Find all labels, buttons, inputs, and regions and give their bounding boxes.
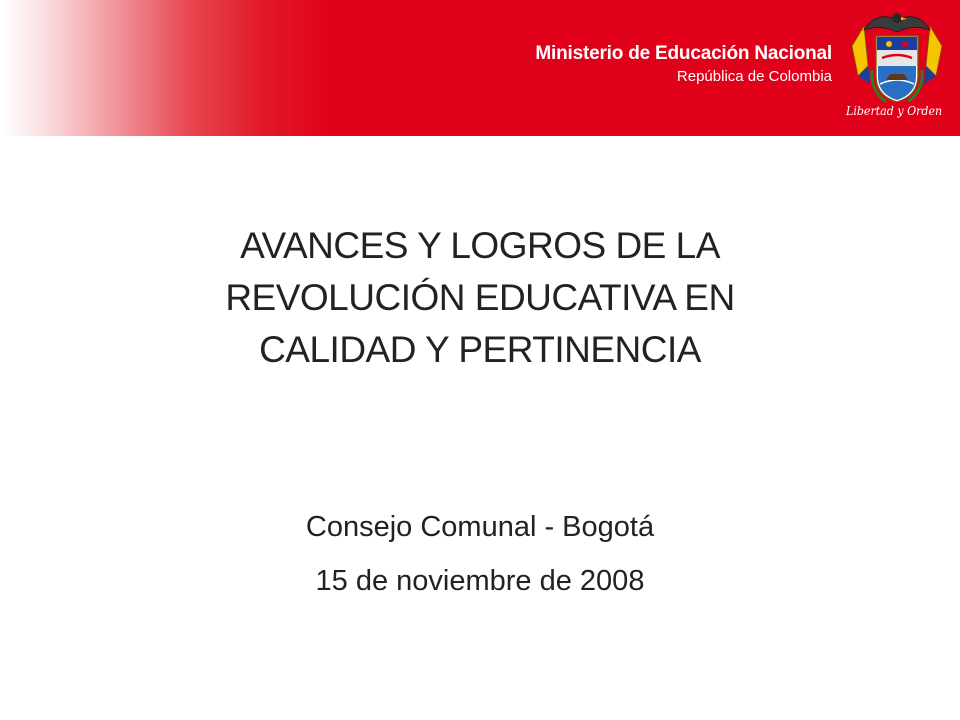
header-banner	[0, 0, 960, 136]
motto-text: Libertad y Orden	[846, 104, 943, 118]
ministry-subtitle: República de Colombia	[676, 68, 832, 85]
title-line: CALIDAD Y PERTINENCIA	[259, 329, 701, 370]
slide-subtitle	[120, 500, 840, 608]
event-name: Consejo Comunal - Bogotá	[305, 511, 655, 543]
slide-title	[120, 220, 840, 376]
ministry-name: Ministerio de Educación Nacional	[535, 43, 832, 64]
title-line: AVANCES Y LOGROS DE LA	[240, 225, 720, 266]
ministry-block	[535, 42, 832, 88]
event-date: 15 de noviembre de 2008	[315, 565, 645, 597]
title-line: REVOLUCIÓN EDUCATIVA EN	[225, 277, 735, 318]
